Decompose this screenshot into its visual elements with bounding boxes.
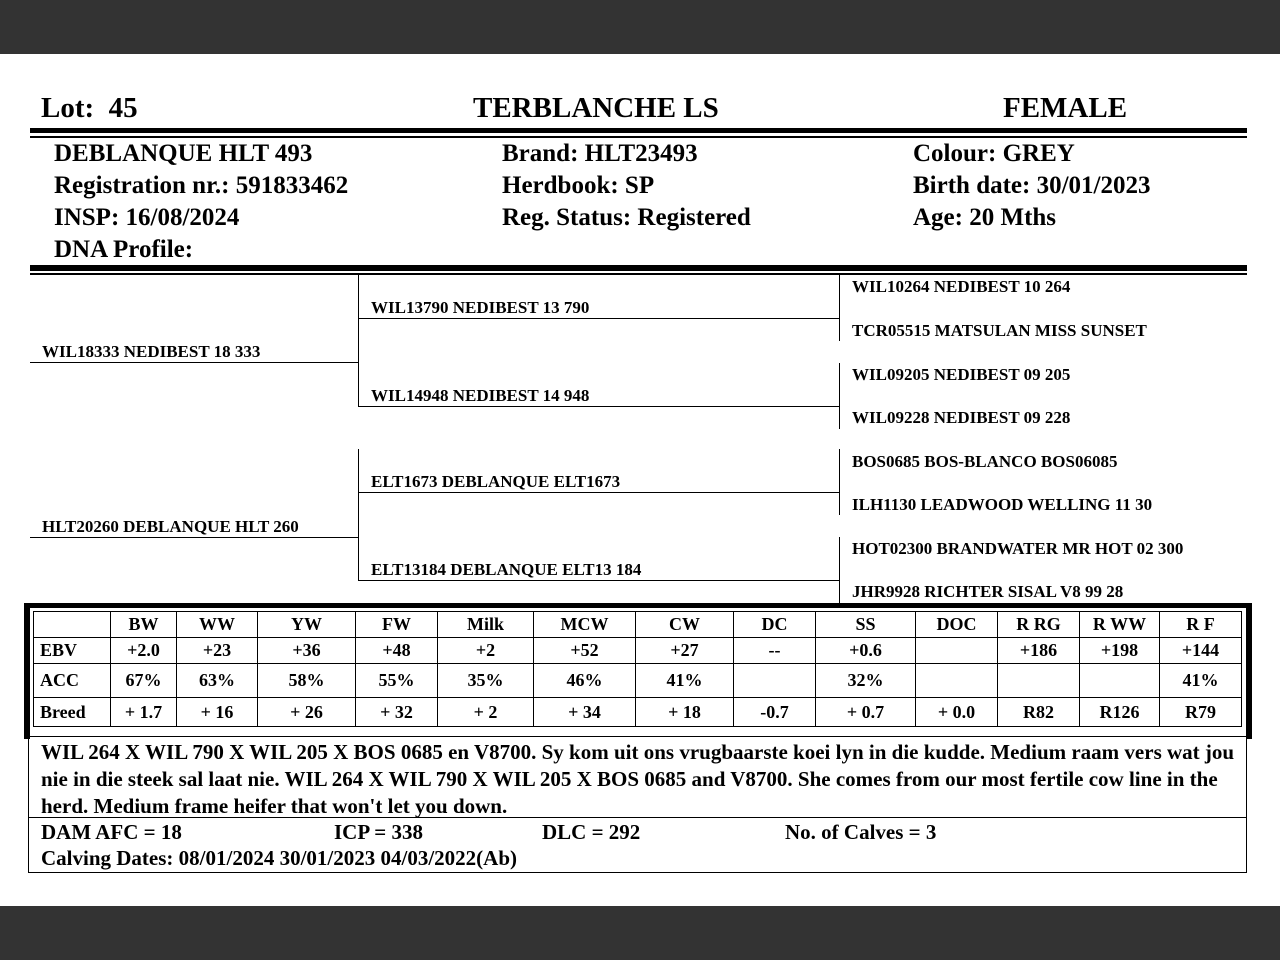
details-rule-thick <box>30 265 1247 271</box>
breed-cell: + 16 <box>177 698 258 727</box>
breed-row <box>34 698 1242 727</box>
breed-cell: + 34 <box>534 698 636 727</box>
dam-line <box>30 537 358 538</box>
breed-cell: + 32 <box>356 698 438 727</box>
registration-number: Registration nr.: 591833462 <box>54 172 349 199</box>
breed-row-label: Breed <box>34 698 111 727</box>
sire-line <box>30 362 358 363</box>
ebv-cell: +198 <box>1080 638 1160 664</box>
acc-cell: 35% <box>438 664 534 698</box>
dlc: DLC = 292 <box>542 820 641 844</box>
ebv-col-header: BW <box>111 612 177 638</box>
sire-bracket <box>358 275 359 406</box>
registration-status: Reg. Status: Registered <box>502 204 751 231</box>
header-rule-thick <box>30 128 1247 133</box>
breed-cell: + 2 <box>438 698 534 727</box>
ebv-cell: +23 <box>177 638 258 664</box>
ebv-col-header: DC <box>734 612 816 638</box>
herdbook: Herdbook: SP <box>502 172 655 199</box>
pedigree-grandparent-3: ELT1673 DEBLANQUE ELT1673 <box>371 472 621 491</box>
age: Age: 20 Mths <box>913 204 1057 231</box>
pedigree-grandparent-1: WIL13790 NEDIBEST 13 790 <box>371 298 590 317</box>
breed-cell: + 1.7 <box>111 698 177 727</box>
ebv-col-header: Milk <box>438 612 534 638</box>
gp2-bracket <box>839 363 840 429</box>
ebv-col-header: FW <box>356 612 438 638</box>
colour: Colour: GREY <box>913 140 1075 167</box>
pedigree-sire: WIL18333 NEDIBEST 18 333 <box>42 342 261 361</box>
acc-row-label: ACC <box>34 664 111 698</box>
acc-cell: 32% <box>816 664 916 698</box>
pedigree-great-grandparent-3: WIL09205 NEDIBEST 09 205 <box>852 365 1071 384</box>
ebv-col-header: CW <box>636 612 734 638</box>
owner-name: TERBLANCHE LS <box>473 92 719 124</box>
breed-cell: R79 <box>1160 698 1242 727</box>
ebv-col-header: R RG <box>998 612 1080 638</box>
grandparent-line-1 <box>358 318 840 319</box>
pedigree-great-grandparent-8: JHR9928 RICHTER SISAL V8 99 28 <box>852 582 1124 601</box>
breed-cell: R126 <box>1080 698 1160 727</box>
breed-cell: -0.7 <box>734 698 816 727</box>
ebv-col-header: R WW <box>1080 612 1160 638</box>
acc-cell: 55% <box>356 664 438 698</box>
gp1-bracket <box>839 275 840 341</box>
ebv-cell: +2.0 <box>111 638 177 664</box>
acc-cell: 41% <box>1160 664 1242 698</box>
ebv-cell: +36 <box>258 638 356 664</box>
pedigree-great-grandparent-7: HOT02300 BRANDWATER MR HOT 02 300 <box>852 539 1184 558</box>
pedigree-grandparent-2: WIL14948 NEDIBEST 14 948 <box>371 386 590 405</box>
dam-bracket <box>358 449 359 580</box>
inspection-date: INSP: 16/08/2024 <box>54 204 240 231</box>
ebv-corner-cell <box>34 612 111 638</box>
acc-cell: 46% <box>534 664 636 698</box>
pedigree-great-grandparent-5: BOS0685 BOS-BLANCO BOS06085 <box>852 452 1118 471</box>
ebv-table <box>33 611 1242 727</box>
pedigree-great-grandparent-2: TCR05515 MATSULAN MISS SUNSET <box>852 321 1147 340</box>
ebv-cell: +0.6 <box>816 638 916 664</box>
acc-cell <box>916 664 998 698</box>
acc-cell: 58% <box>258 664 356 698</box>
description-text: WIL 264 X WIL 790 X WIL 205 X BOS 0685 en V8700. Sy kom uit ons vrugbaarste koei lyn in die kudde. Medium raam vers wat jou nie in die steek sal laat nie. WIL 264 X WIL 790 X WIL 205 X BOS 0685 and V8700. She comes from our most fertile cow line in the herd. Medium frame heifer that won't let you down. <box>41 740 1235 818</box>
ebv-cell: +27 <box>636 638 734 664</box>
breed-cell: R82 <box>998 698 1080 727</box>
ebv-col-header: YW <box>258 612 356 638</box>
ebv-col-header: DOC <box>916 612 998 638</box>
ebv-cell <box>916 638 998 664</box>
pedigree-dam: HLT20260 DEBLANQUE HLT 260 <box>42 517 299 536</box>
grandparent-line-2 <box>358 406 840 407</box>
ebv-cell: +52 <box>534 638 636 664</box>
breed-cell: + 0.7 <box>816 698 916 727</box>
acc-row <box>34 664 1242 698</box>
gp4-bracket <box>839 537 840 603</box>
description-box <box>28 736 1247 818</box>
acc-cell <box>1080 664 1160 698</box>
ebv-row <box>34 638 1242 664</box>
acc-cell <box>734 664 816 698</box>
brand: Brand: HLT23493 <box>502 140 698 167</box>
grandparent-line-4 <box>358 580 840 581</box>
pedigree-great-grandparent-4: WIL09228 NEDIBEST 09 228 <box>852 408 1071 427</box>
birth-date: Birth date: 30/01/2023 <box>913 172 1151 199</box>
ebv-col-header: R F <box>1160 612 1242 638</box>
acc-cell: 63% <box>177 664 258 698</box>
animal-name: DEBLANQUE HLT 493 <box>54 140 313 167</box>
footer-box <box>28 817 1247 873</box>
ebv-col-header: WW <box>177 612 258 638</box>
breed-cell: + 26 <box>258 698 356 727</box>
details-rule-thin <box>30 273 1247 275</box>
bottom-dark-bar <box>0 906 1280 960</box>
ebv-col-header: SS <box>816 612 916 638</box>
lot-label-text: Lot: <box>41 92 95 124</box>
ebv-cell: +144 <box>1160 638 1242 664</box>
gp3-bracket <box>839 449 840 515</box>
pedigree-great-grandparent-6: ILH1130 LEADWOOD WELLING 11 30 <box>852 495 1153 514</box>
header-rule-thin <box>30 136 1247 138</box>
ebv-cell: +2 <box>438 638 534 664</box>
ebv-col-header: MCW <box>534 612 636 638</box>
acc-cell: 67% <box>111 664 177 698</box>
calving-dates: Calving Dates: 08/01/2024 30/01/2023 04/03/2022(Ab) <box>41 846 517 870</box>
ebv-cell: -- <box>734 638 816 664</box>
dam-afc: DAM AFC = 18 <box>41 820 182 844</box>
icp: ICP = 338 <box>334 820 423 844</box>
pedigree-grandparent-4: ELT13184 DEBLANQUE ELT13 184 <box>371 560 642 579</box>
dna-profile: DNA Profile: <box>54 236 194 263</box>
lot-label <box>41 92 138 125</box>
ebv-header-row <box>34 612 1242 638</box>
lot-number: 45 <box>108 92 138 124</box>
ebv-cell: +48 <box>356 638 438 664</box>
grandparent-line-3 <box>358 492 840 493</box>
acc-cell: 41% <box>636 664 734 698</box>
sex: FEMALE <box>1003 92 1128 124</box>
ebv-row-label: EBV <box>34 638 111 664</box>
breed-cell: + 0.0 <box>916 698 998 727</box>
breed-cell: + 18 <box>636 698 734 727</box>
top-dark-bar <box>0 0 1280 54</box>
number-of-calves: No. of Calves = 3 <box>785 820 937 844</box>
acc-cell <box>998 664 1080 698</box>
ebv-cell: +186 <box>998 638 1080 664</box>
pedigree-great-grandparent-1: WIL10264 NEDIBEST 10 264 <box>852 277 1071 296</box>
